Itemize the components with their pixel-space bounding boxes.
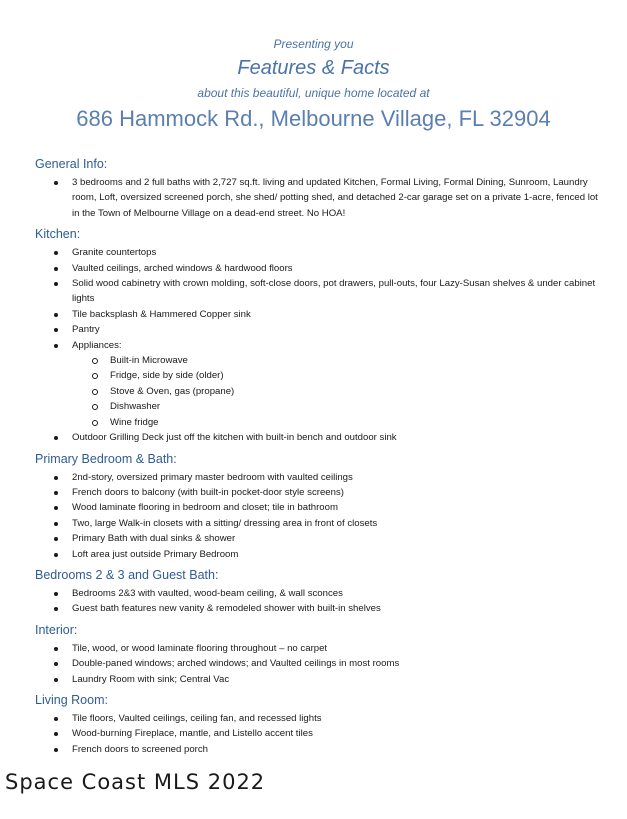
list-item-appliances	[72, 338, 605, 430]
section-title: Living Room:	[35, 692, 108, 707]
list-item: Laundry Room with sink; Central Vac	[72, 672, 605, 687]
list-item: Outdoor Grilling Deck just off the kitchen with built-in bench and outdoor sink	[72, 430, 605, 445]
bullet-list	[35, 586, 605, 617]
sub-bullet-list	[72, 353, 605, 430]
list-item: Double-paned windows; arched windows; and Vaulted ceilings in most rooms	[72, 656, 605, 671]
property-address: 686 Hammock Rd., Melbourne Village, FL 32904	[76, 106, 551, 131]
list-item: Granite countertops	[72, 245, 605, 260]
list-item: Vaulted ceilings, arched windows & hardwood floors	[72, 261, 605, 276]
section-primary-bedroom	[35, 451, 605, 562]
list-item: Tile, wood, or wood laminate flooring throughout – no carpet	[72, 641, 605, 656]
list-item: Pantry	[72, 322, 605, 337]
list-item: Primary Bath with dual sinks & shower	[72, 531, 605, 546]
list-item: Tile floors, Vaulted ceilings, ceiling fan, and recessed lights	[72, 711, 605, 726]
section-kitchen	[35, 226, 605, 445]
section-title: Kitchen:	[35, 227, 81, 242]
list-item-label: Appliances:	[72, 339, 122, 351]
bullet-list	[35, 175, 605, 221]
bullet-list	[35, 711, 605, 757]
sub-list-item: Stove & Oven, gas (propane)	[110, 384, 605, 399]
intro-line: Presenting you	[273, 37, 354, 51]
section-bedrooms-guest-bath	[35, 567, 605, 617]
list-item: Solid wood cabinetry with crown molding, soft-close doors, pot drawers, pull-outs, four Lazy-Susan shelves & under cabinet lights	[72, 276, 605, 307]
section-general-info	[35, 156, 605, 221]
mls-watermark: Space Coast MLS 2022	[5, 770, 266, 794]
section-title: Interior:	[35, 622, 78, 637]
list-item: 3 bedrooms and 2 full baths with 2,727 sq.ft. living and updated Kitchen, Formal Living, Formal Dining, Sunroom, Laundry room, Loft, oversized screened porch, she shed/ potting shed, and detached 2-car garage set on a private 1-acre, fenced lot in the Town of Melbourne Village on a dead-end street. No HOA!	[72, 175, 605, 221]
list-item: Guest bath features new vanity & remodeled shower with built-in shelves	[72, 601, 605, 616]
bullet-list	[35, 470, 605, 562]
list-item: Wood laminate flooring in bedroom and closet; tile in bathroom	[72, 500, 605, 515]
section-title: General Info:	[35, 157, 108, 171]
features-list	[35, 156, 605, 762]
sub-list-item: Wine fridge	[110, 415, 605, 430]
list-item: 2nd-story, oversized primary master bedroom with vaulted ceilings	[72, 470, 605, 485]
sub-list-item: Dishwasher	[110, 399, 605, 414]
sub-list-item: Built-in Microwave	[110, 353, 605, 368]
list-item: Bedrooms 2&3 with vaulted, wood-beam ceiling, & wall sconces	[72, 586, 605, 601]
sub-list-item: Fridge, side by side (older)	[110, 368, 605, 383]
section-interior	[35, 622, 605, 687]
section-title: Primary Bedroom & Bath:	[35, 451, 177, 466]
bullet-list	[35, 245, 605, 445]
list-item: French doors to balcony (with built-in pocket-door style screens)	[72, 485, 605, 500]
list-item: Tile backsplash & Hammered Copper sink	[72, 307, 605, 322]
list-item: Loft area just outside Primary Bedroom	[72, 547, 605, 562]
list-item: Wood-burning Fireplace, mantle, and Listello accent tiles	[72, 726, 605, 741]
list-item: Two, large Walk-in closets with a sitting/ dressing area in front of closets	[72, 516, 605, 531]
bullet-list	[35, 641, 605, 687]
list-item: French doors to screened porch	[72, 742, 605, 757]
subtitle-line: about this beautiful, unique home located at	[197, 86, 430, 100]
section-title: Bedrooms 2 & 3 and Guest Bath:	[35, 567, 219, 582]
document-title: Features & Facts	[237, 57, 390, 79]
section-living-room	[35, 692, 605, 757]
